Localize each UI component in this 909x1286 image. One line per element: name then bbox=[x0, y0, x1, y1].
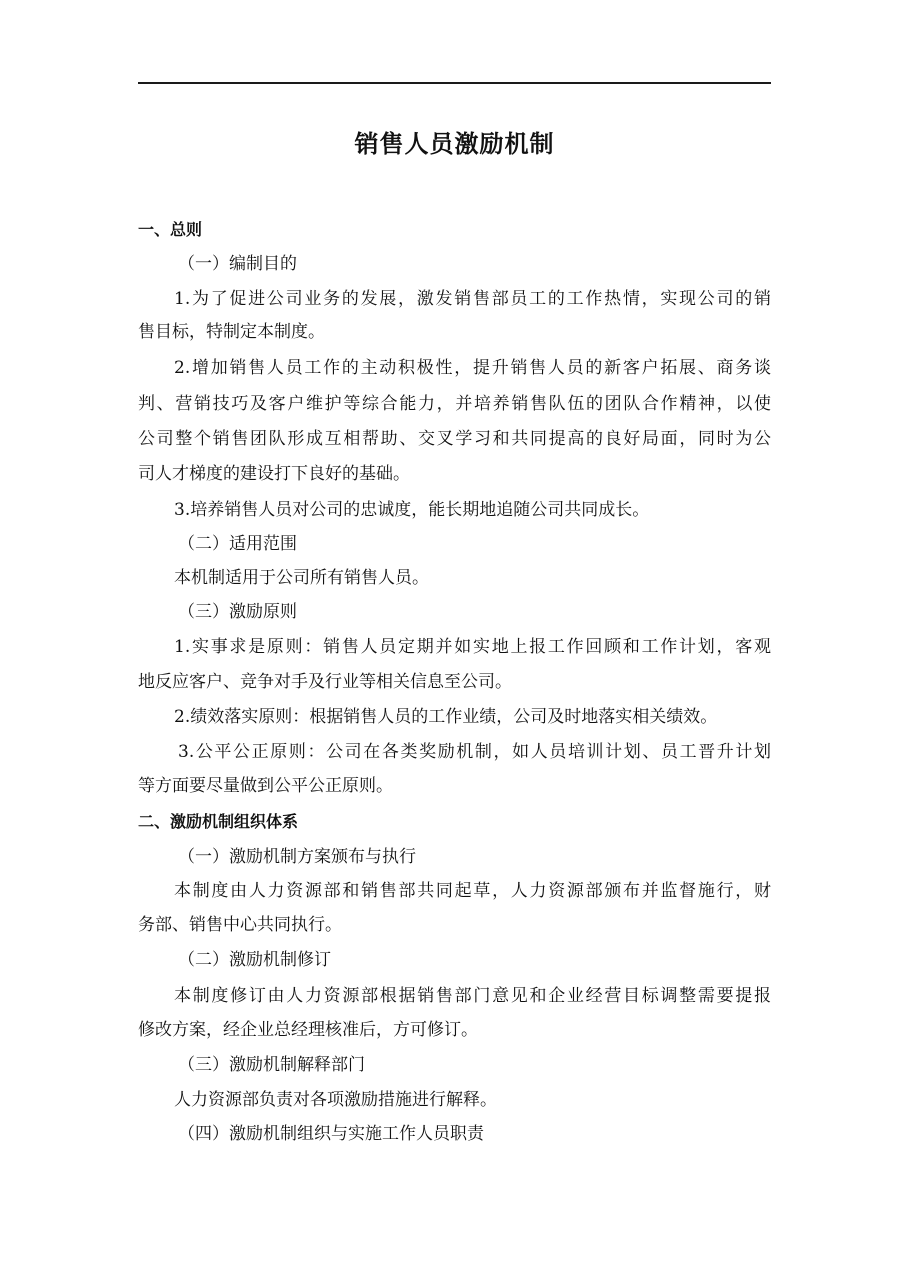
paragraph-line: 本制度修订由人力资源部根据销售部门意见和企业经营目标调整需要提报 bbox=[174, 986, 771, 1006]
paragraph-line: 售目标，特制定本制度。 bbox=[138, 322, 325, 342]
paragraph-line: 本机制适用于公司所有销售人员。 bbox=[174, 568, 429, 588]
document-title: 销售人员激励机制 bbox=[354, 130, 555, 158]
paragraph-line: 3.公平公正原则：公司在各类奖励机制，如人员培训计划、员工晋升计划 bbox=[178, 742, 771, 762]
subsection-heading-purpose: （一）编制目的 bbox=[178, 254, 297, 274]
paragraph-line: 判、营销技巧及客户维护等综合能力，并培养销售队伍的团队合作精神，以使 bbox=[138, 394, 771, 414]
section-heading-general: 一、总则 bbox=[138, 220, 203, 239]
subsection-heading-principles: （三）激励原则 bbox=[178, 602, 297, 622]
paragraph-line: 修改方案，经企业总经理核准后，方可修订。 bbox=[138, 1020, 478, 1040]
paragraph-line: 3.培养销售人员对公司的忠诚度，能长期地追随公司共同成长。 bbox=[174, 500, 650, 520]
paragraph-line: 司人才梯度的建设打下良好的基础。 bbox=[138, 464, 410, 484]
subsection-heading-scope: （二）适用范围 bbox=[178, 534, 297, 554]
paragraph-line: 本制度由人力资源部和销售部共同起草，人力资源部颁布并监督施行，财 bbox=[174, 881, 771, 901]
section-heading-organization: 二、激励机制组织体系 bbox=[138, 812, 299, 831]
paragraph-line: 2.绩效落实原则：根据销售人员的工作业绩，公司及时地落实相关绩效。 bbox=[174, 707, 718, 727]
subsection-heading-interpretation: （三）激励机制解释部门 bbox=[178, 1055, 365, 1075]
paragraph-line: 1.为了促进公司业务的发展，激发销售部员工的工作热情，实现公司的销 bbox=[174, 289, 771, 309]
paragraph-line: 1.实事求是原则：销售人员定期并如实地上报工作回顾和工作计划，客观 bbox=[174, 637, 771, 657]
paragraph-line: 地反应客户、竞争对手及行业等相关信息至公司。 bbox=[138, 672, 512, 692]
paragraph-line: 人力资源部负责对各项激励措施进行解释。 bbox=[174, 1090, 497, 1110]
paragraph-line: 务部、销售中心共同执行。 bbox=[138, 915, 342, 935]
subsection-heading-duties: （四）激励机制组织与实施工作人员职责 bbox=[178, 1124, 484, 1144]
paragraph-line: 等方面要尽量做到公平公正原则。 bbox=[138, 776, 393, 796]
paragraph-line: 2.增加销售人员工作的主动积极性，提升销售人员的新客户拓展、商务谈 bbox=[174, 358, 771, 378]
paragraph-line: 公司整个销售团队形成互相帮助、交叉学习和共同提高的良好局面，同时为公 bbox=[138, 429, 771, 449]
subsection-heading-issue-execution: （一）激励机制方案颁布与执行 bbox=[178, 847, 416, 867]
header-rule bbox=[138, 82, 771, 84]
subsection-heading-revision: （二）激励机制修订 bbox=[178, 950, 331, 970]
